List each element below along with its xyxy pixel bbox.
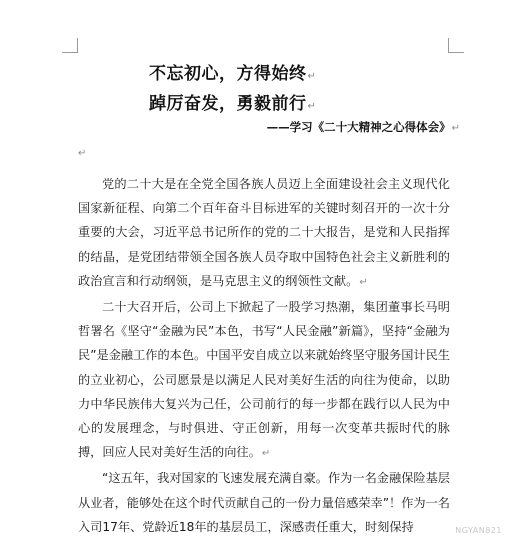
crop-mark-top-left <box>62 52 78 53</box>
title-line-1-text: 不忘初心，方得始终 <box>149 64 307 84</box>
crop-mark-top-right-vertical <box>448 38 449 53</box>
paragraph-text: “这五年，我对国家的飞速发展充满自豪。作为一名金融保险基层从业者，能够处在这个时代贡献自己的一份力量倍感荣幸”！作为一名入司17年、党龄近18年的基层员工，深感责任重大，时刻保持 <box>78 471 450 534</box>
crop-mark-top-right <box>448 52 464 53</box>
paragraph-text: 二十大召开后，公司上下掀起了一股学习热潮，集团董事长马明哲署名《坚守“金融为民”本色，书写“人民金融”新篇》，坚持“金融为民”是金融工作的本色。中国平安自成立以来就始终坚守服务国计民生的立业初心，公司愿景是以满足人民对美好生活的向往为使命，以助力中华民族伟大复兴为己任，公司前行的每一步都在践行以人民为中心的发展理念，与时俱进、守正创新，用每一次变革共振时代的脉搏，回应人民对美好生活的向往。 <box>78 300 450 460</box>
body-paragraph-3 <box>78 466 450 539</box>
empty-paragraph <box>78 148 86 159</box>
paragraph-mark-icon: ↵ <box>307 101 317 112</box>
paragraph-mark-icon: ↵ <box>307 71 317 82</box>
paragraph-mark-icon: ↵ <box>359 276 368 288</box>
subtitle-text: ——学习《二十大精神之心得体会》 <box>266 120 451 134</box>
title-line-2-text: 踔厉奋发，勇毅前行 <box>149 94 307 114</box>
title-line-1 <box>149 59 316 84</box>
paragraph-text: 党的二十大是在全党全国各族人员迈上全面建设社会主义现代化国家新征程、向第二个百年奋斗目标进军的关键时刻召开的一次十分重要的大会，习近平总书记所作的党的二十大报告，是党和人民指挥的结晶，是党团结带领全国各族人员夺取中国特色社会主义新胜利的政治宣言和行动纲领，是马克思主义的纲领性文献。 <box>78 177 450 288</box>
crop-mark-top-left-vertical <box>77 38 78 53</box>
body-paragraph-1 <box>78 172 450 295</box>
title-line-2 <box>149 89 316 114</box>
watermark: NGYAN821 <box>455 526 502 535</box>
paragraph-mark-icon: ↵ <box>78 148 87 159</box>
body-text <box>78 172 450 539</box>
paragraph-mark-icon: ↵ <box>261 448 271 460</box>
body-paragraph-2 <box>78 295 450 466</box>
paragraph-mark-icon: ↵ <box>451 123 460 134</box>
subtitle <box>267 119 460 135</box>
